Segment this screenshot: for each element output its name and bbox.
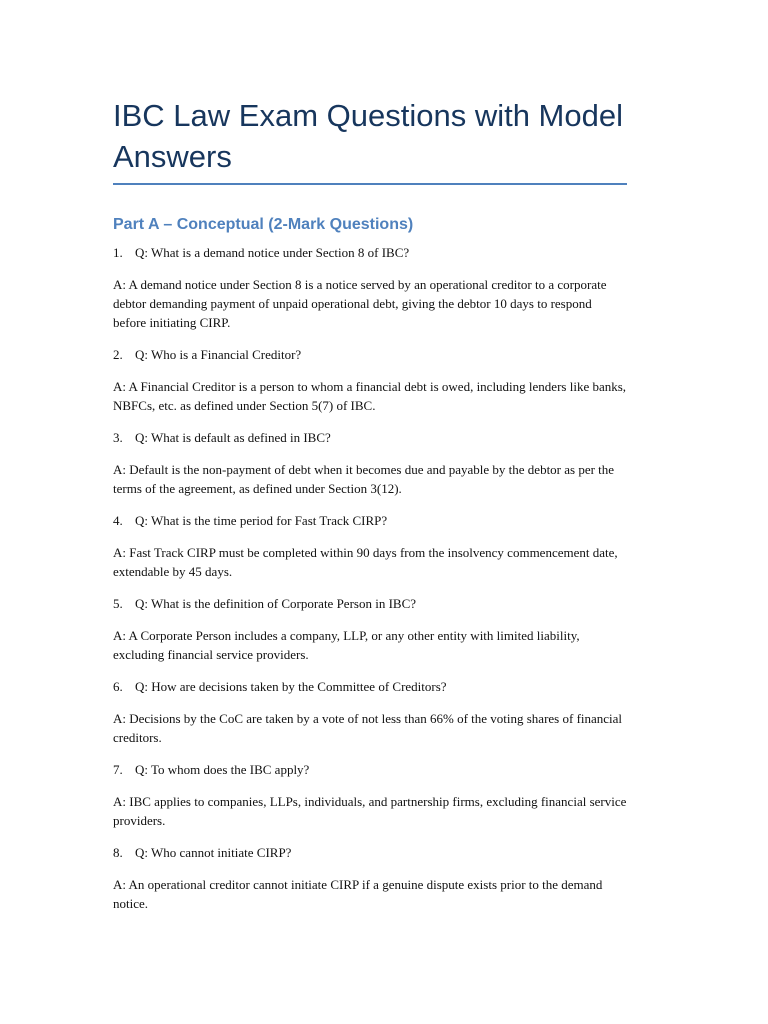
question xyxy=(113,843,627,862)
answer-text: A: An operational creditor cannot initiate CIRP if a genuine dispute exists prior to the demand notice. xyxy=(113,877,603,911)
qa-item-2 xyxy=(113,345,627,415)
qa-item-3 xyxy=(113,428,627,498)
question-number: 7. xyxy=(113,762,123,777)
question-text: Q: What is default as defined in IBC? xyxy=(135,430,331,445)
document-page xyxy=(113,95,627,913)
question xyxy=(113,594,627,613)
question xyxy=(113,511,627,530)
answer-text: A: A Corporate Person includes a company, LLP, or any other entity with limited liability, excluding financial service providers. xyxy=(113,628,580,662)
question-text: Q: How are decisions taken by the Committee of Creditors? xyxy=(135,679,447,694)
question-text: Q: To whom does the IBC apply? xyxy=(135,762,310,777)
qa-item-1 xyxy=(113,243,627,332)
question-text: Q: What is a demand notice under Section 8 of IBC? xyxy=(135,245,410,260)
qa-item-5 xyxy=(113,594,627,664)
qa-item-6 xyxy=(113,677,627,747)
question xyxy=(113,677,627,696)
document-title: IBC Law Exam Questions with Model Answers xyxy=(113,95,627,185)
question-text: Q: What is the time period for Fast Track CIRP? xyxy=(135,513,388,528)
answer-text: A: A Financial Creditor is a person to whom a financial debt is owed, including lenders like banks, NBFCs, etc. as defined under Section 5(7) of IBC. xyxy=(113,379,627,413)
question xyxy=(113,428,627,447)
question-text: Q: Who cannot initiate CIRP? xyxy=(135,845,292,860)
answer-text: A: Default is the non-payment of debt when it becomes due and payable by the debtor as per the terms of the agreement, as defined under Section 3(12). xyxy=(113,462,615,496)
section-heading: Part A – Conceptual (2-Mark Questions) xyxy=(113,216,414,233)
question-number: 5. xyxy=(113,596,123,611)
question-text: Q: Who is a Financial Creditor? xyxy=(135,347,302,362)
question xyxy=(113,760,627,779)
qa-list xyxy=(113,243,627,913)
question-number: 2. xyxy=(113,347,123,362)
answer-text: A: Fast Track CIRP must be completed within 90 days from the insolvency commencement date, extendable by 45 days. xyxy=(113,545,618,579)
question-number: 1. xyxy=(113,245,123,260)
question-number: 4. xyxy=(113,513,123,528)
question-text: Q: What is the definition of Corporate Person in IBC? xyxy=(135,596,417,611)
question-number: 6. xyxy=(113,679,123,694)
qa-item-7 xyxy=(113,760,627,830)
answer-text: A: Decisions by the CoC are taken by a vote of not less than 66% of the voting shares of financial creditors. xyxy=(113,711,623,745)
question-number: 3. xyxy=(113,430,123,445)
question xyxy=(113,345,627,364)
answer-text: A: IBC applies to companies, LLPs, individuals, and partnership firms, excluding financial service providers. xyxy=(113,794,627,828)
question-number: 8. xyxy=(113,845,123,860)
answer-text: A: A demand notice under Section 8 is a notice served by an operational creditor to a corporate debtor demanding payment of unpaid operational debt, giving the debtor 10 days to respond before initiating CIRP. xyxy=(113,277,607,330)
qa-item-4 xyxy=(113,511,627,581)
question xyxy=(113,243,627,262)
qa-item-8 xyxy=(113,843,627,913)
